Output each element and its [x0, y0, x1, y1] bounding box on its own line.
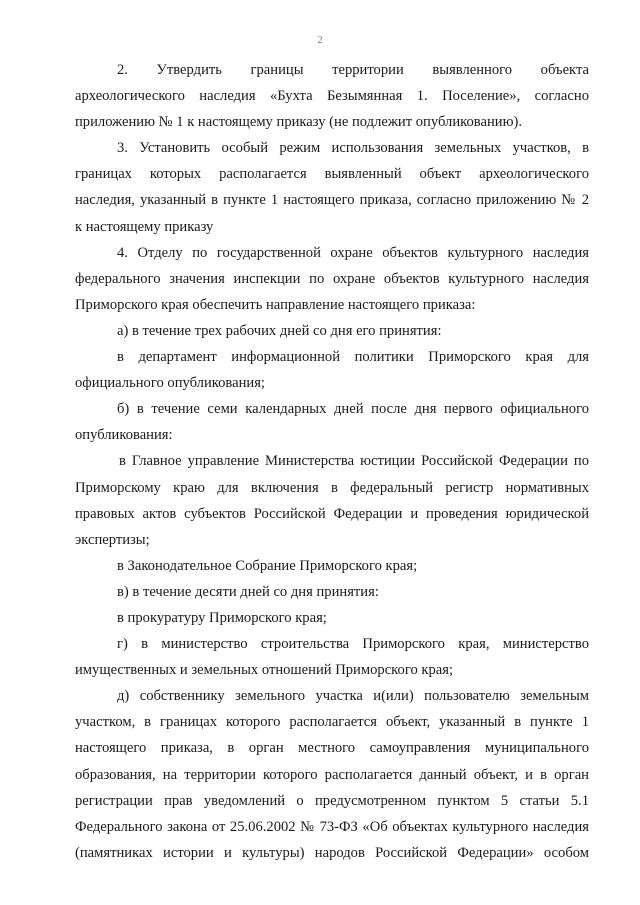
paragraph-3-line-1: 3. Установить особый режим использования земельных участков, в [117, 140, 589, 157]
page-number: 2 [317, 35, 323, 46]
paragraph-4-line-1: 4. Отделу по государственной охране объектов культурного наследия [117, 244, 589, 261]
subitem-d-line-6: Федерального закона от 25.06.2002 № 73-ФЗ «Об объектах культурного наследия [75, 818, 589, 835]
paragraph-2-line-3: приложению № 1 к настоящему приказу (не подлежит опубликованию). [75, 114, 522, 131]
subitem-d-line-3: настоящего приказа, в орган местного самоуправления муниципального [75, 740, 589, 757]
paragraph-4-line-3: Приморского края обеспечить направление настоящего приказа: [75, 296, 476, 313]
paragraph-2-line-2: археологического наследия «Бухта Безымянная 1. Поселение», согласно [75, 88, 589, 105]
subitem-g-line-1: г) в министерство строительства Приморского края, министерство [117, 636, 589, 653]
recipient-legislative-assembly: в Законодательное Собрание Приморского края; [117, 557, 418, 574]
document-body [75, 57, 589, 866]
recipient-ministry-justice-line-1: в Главное управление Министерства юстиции Российской Федерации по [119, 453, 589, 470]
subitem-d-line-5: регистрации прав уведомлений о предусмотренном пунктом 5 статьи 5.1 [75, 792, 589, 809]
subitem-d-line-1: д) собственнику земельного участка и(или) пользователю земельным [117, 688, 589, 705]
paragraph-4-line-2: федерального значения инспекции по охране объектов культурного наследия [75, 270, 589, 287]
subitem-b-line-1: б) в течение семи календарных дней после дня первого официального [117, 401, 589, 418]
subitem-d-line-7: (памятниках истории и культуры) народов Российской Федерации» особом [75, 844, 589, 861]
subitem-v-line-1: в) в течение десяти дней со дня принятия: [117, 583, 379, 600]
recipient-prosecutor: в прокуратуру Приморского края; [117, 609, 327, 626]
recipient-dept-line-2: официального опубликования; [75, 375, 265, 392]
paragraph-3-line-2: границах которых располагается выявленный объект археологического [75, 166, 589, 183]
recipient-ministry-justice-line-4: экспертизы; [75, 531, 150, 548]
paragraph-3-line-4: к настоящему приказу [75, 218, 214, 235]
subitem-g-line-2: имущественных и земельных отношений Приморского края; [75, 662, 454, 679]
subitem-a-line-1: а) в течение трех рабочих дней со дня его принятия: [117, 322, 442, 339]
subitem-d-line-2: участком, в границах которого располагается объект, указанный в пункте 1 [75, 714, 589, 731]
recipient-ministry-justice-line-3: правовых актов субъектов Российской Федерации и проведения юридической [75, 505, 589, 522]
recipient-dept-line-1: в департамент информационной политики Приморского края для [117, 349, 589, 366]
paragraph-3-line-3: наследия, указанный в пункте 1 настоящего приказа, согласно приложению № 2 [75, 192, 589, 209]
subitem-d-line-4: образования, на территории которого располагается данный объект, и в орган [75, 766, 589, 783]
subitem-b-line-2: опубликования: [75, 427, 173, 444]
recipient-ministry-justice-line-2: Приморскому краю для включения в федеральный регистр нормативных [75, 479, 589, 496]
paragraph-2-line-1: 2. Утвердить границы территории выявленного объекта [117, 62, 589, 78]
